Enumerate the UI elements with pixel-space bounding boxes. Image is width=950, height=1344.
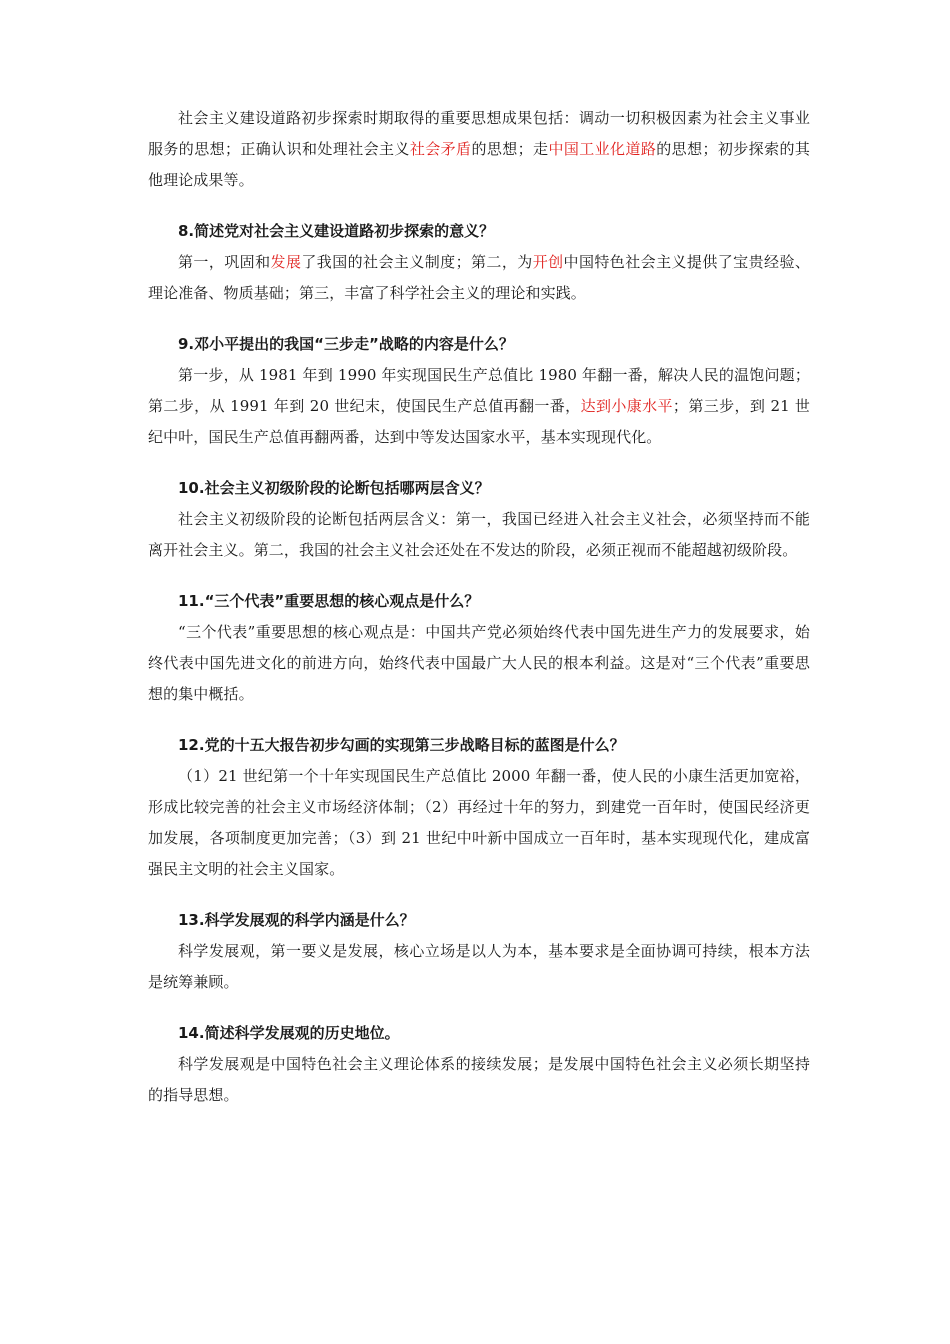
highlight-text: 开创	[532, 253, 564, 271]
intro-paragraph	[148, 103, 810, 196]
text-span: 第一步，从 1981 年到 1990 年实现国民生产总值比 1980 年翻一番，解决人民的温饱问题；第二步，从 1991 年到 20 世纪末，使国民生产总值再翻一番，	[148, 366, 810, 415]
highlight-text: 中国工业化道路	[548, 140, 657, 158]
document-content	[148, 103, 810, 1111]
answer-paragraph: （1）21 世纪第一个十年实现国民生产总值比 2000 年翻一番，使人民的小康生活更加宽裕，形成比较完善的社会主义市场经济体制；（2）再经过十年的努力，到建党一百年时，使国民经济更加发展，各项制度更加完善；（3）到 21 世纪中叶新中国成立一百年时，基本实现现代化，建成富强民主文明的社会主义国家。	[148, 767, 810, 878]
question-9	[148, 329, 810, 453]
question-title: 8.简述党对社会主义建设道路初步探索的意义？	[178, 222, 495, 240]
highlight-text: 发展	[270, 253, 302, 271]
text-span: 社会主义建设道路初步探索时期取得的重要思想成果包括：调动一切积极因素为社会主义事业服务的思想；正确认识和处理社会主义	[148, 109, 810, 158]
highlight-text: 达到小康水平	[580, 397, 673, 415]
question-title: 12.党的十五大报告初步勾画的实现第三步战略目标的蓝图是什么？	[178, 736, 625, 754]
text-span: 中国特色社会主义提供了宝贵经验、理论准备、物质基础；第三，丰富了科学社会主义的理论和实践。	[148, 253, 810, 302]
answer-paragraph	[148, 360, 810, 453]
answer-paragraph: 科学发展观，第一要义是发展，核心立场是以人为本，基本要求是全面协调可持续，根本方法是统筹兼顾。	[148, 942, 810, 991]
question-title: 14.简述科学发展观的历史地位。	[178, 1024, 400, 1042]
answer-paragraph: “三个代表”重要思想的核心观点是：中国共产党必须始终代表中国先进生产力的发展要求，始终代表中国先进文化的前进方向，始终代表中国最广大人民的根本利益。这是对“三个代表”重要思想的集中概括。	[148, 623, 810, 703]
question-8	[148, 216, 810, 309]
question-11	[148, 586, 810, 710]
text-span: 了我国的社会主义制度；第二，为	[301, 253, 533, 271]
question-title: 9.邓小平提出的我国“三步走”战略的内容是什么？	[178, 335, 514, 353]
question-12	[148, 730, 810, 885]
answer-paragraph	[148, 247, 810, 309]
answer-paragraph: 社会主义初级阶段的论断包括两层含义：第一，我国已经进入社会主义社会，必须坚持而不能离开社会主义。第二，我国的社会主义社会还处在不发达的阶段，必须正视而不能超越初级阶段。	[148, 510, 810, 559]
question-title: 11.“三个代表”重要思想的核心观点是什么？	[178, 592, 480, 610]
question-13	[148, 905, 810, 998]
question-title: 13.科学发展观的科学内涵是什么？	[178, 911, 415, 929]
text-span: 的思想；走	[471, 140, 549, 158]
text-span: 第一，巩固和	[178, 253, 271, 271]
question-14	[148, 1018, 810, 1111]
answer-paragraph: 科学发展观是中国特色社会主义理论体系的接续发展；是发展中国特色社会主义必须长期坚持的指导思想。	[148, 1055, 810, 1104]
intro-paragraph-block	[148, 103, 810, 196]
question-10	[148, 473, 810, 566]
text-span: ；第三步，到 21 世纪中叶，国民生产总值再翻两番，达到中等发达国家水平，基本实现现代化。	[148, 397, 810, 446]
highlight-text: 社会矛盾	[409, 140, 472, 158]
question-title: 10.社会主义初级阶段的论断包括哪两层含义？	[178, 479, 490, 497]
text-span: 的思想；初步探索的其他理论成果等。	[148, 140, 810, 189]
